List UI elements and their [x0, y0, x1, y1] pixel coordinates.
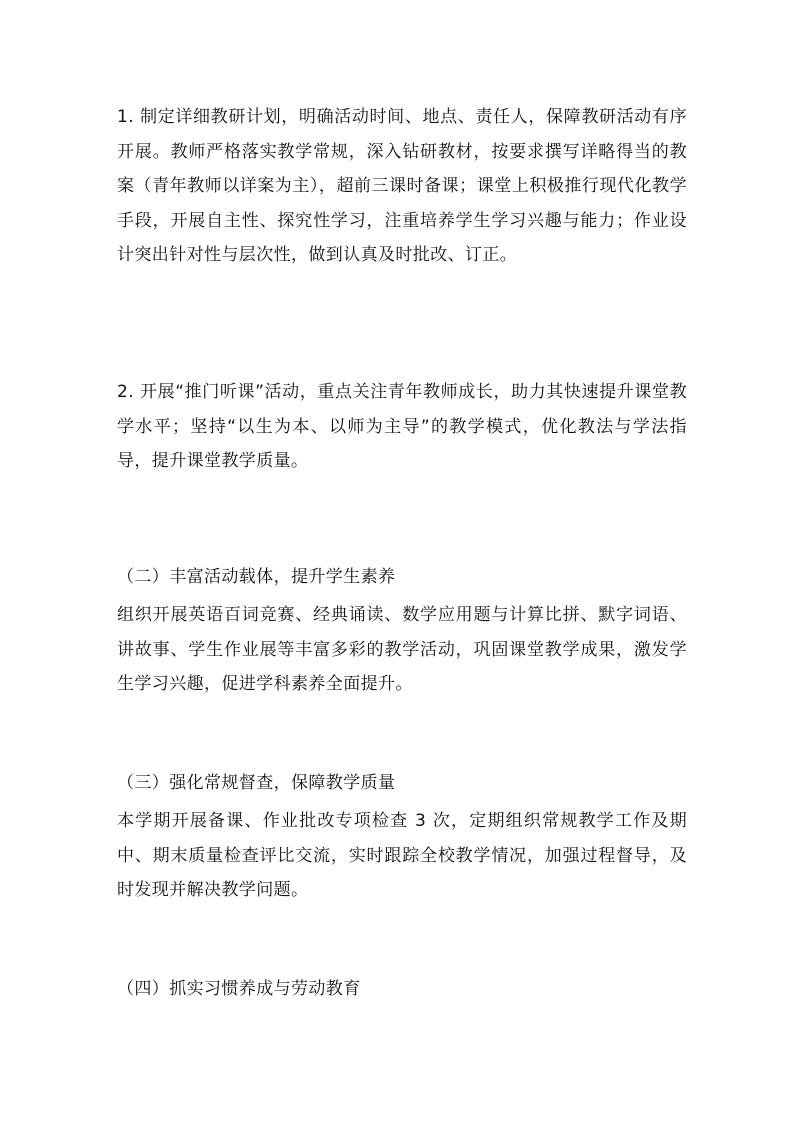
- section-heading-2: （二）丰富活动载体，提升学生素养: [117, 567, 396, 587]
- section-heading-3: （三）强化常规督查，保障教学质量: [117, 773, 396, 793]
- section-heading-4: （四）抓实习惯养成与劳动教育: [117, 979, 361, 999]
- paragraph-activities: 组织开展英语百词竞赛、经典诵读、数学应用题与计算比拼、默字词语、讲故事、学生作业展等丰富多彩的教学活动，巩固课堂教学成果，激发学生学习兴趣，促进学科素养全面提升。: [117, 605, 687, 694]
- paragraph-inspection: 本学期开展备课、作业批改专项检查 3 次，定期组织常规教学工作及期中、期末质量检查评比交流，实时跟踪全校教学情况，加强过程督导，及时发现并解决教学问题。: [117, 811, 687, 900]
- paragraph-teaching-research-plan: 1. 制定详细教研计划，明确活动时间、地点、责任人，保障教研活动有序开展。教师严格落实教学常规，深入钻研教材，按要求撰写详略得当的教案（青年教师以详案为主），超前三课时备课；课堂上积极推行现代化教学手段，开展自主性、探究性学习，注重培养学生学习兴趣与能力；作业设计突出针对性与层次性，做到认真及时批改、订正。: [117, 107, 687, 265]
- paragraph-open-door-lessons: 2. 开展“推门听课”活动，重点关注青年教师成长，助力其快速提升课堂教学水平；坚持“以生为本、以师为主导”的教学模式，优化教法与学法指导，提升课堂教学质量。: [117, 382, 687, 471]
